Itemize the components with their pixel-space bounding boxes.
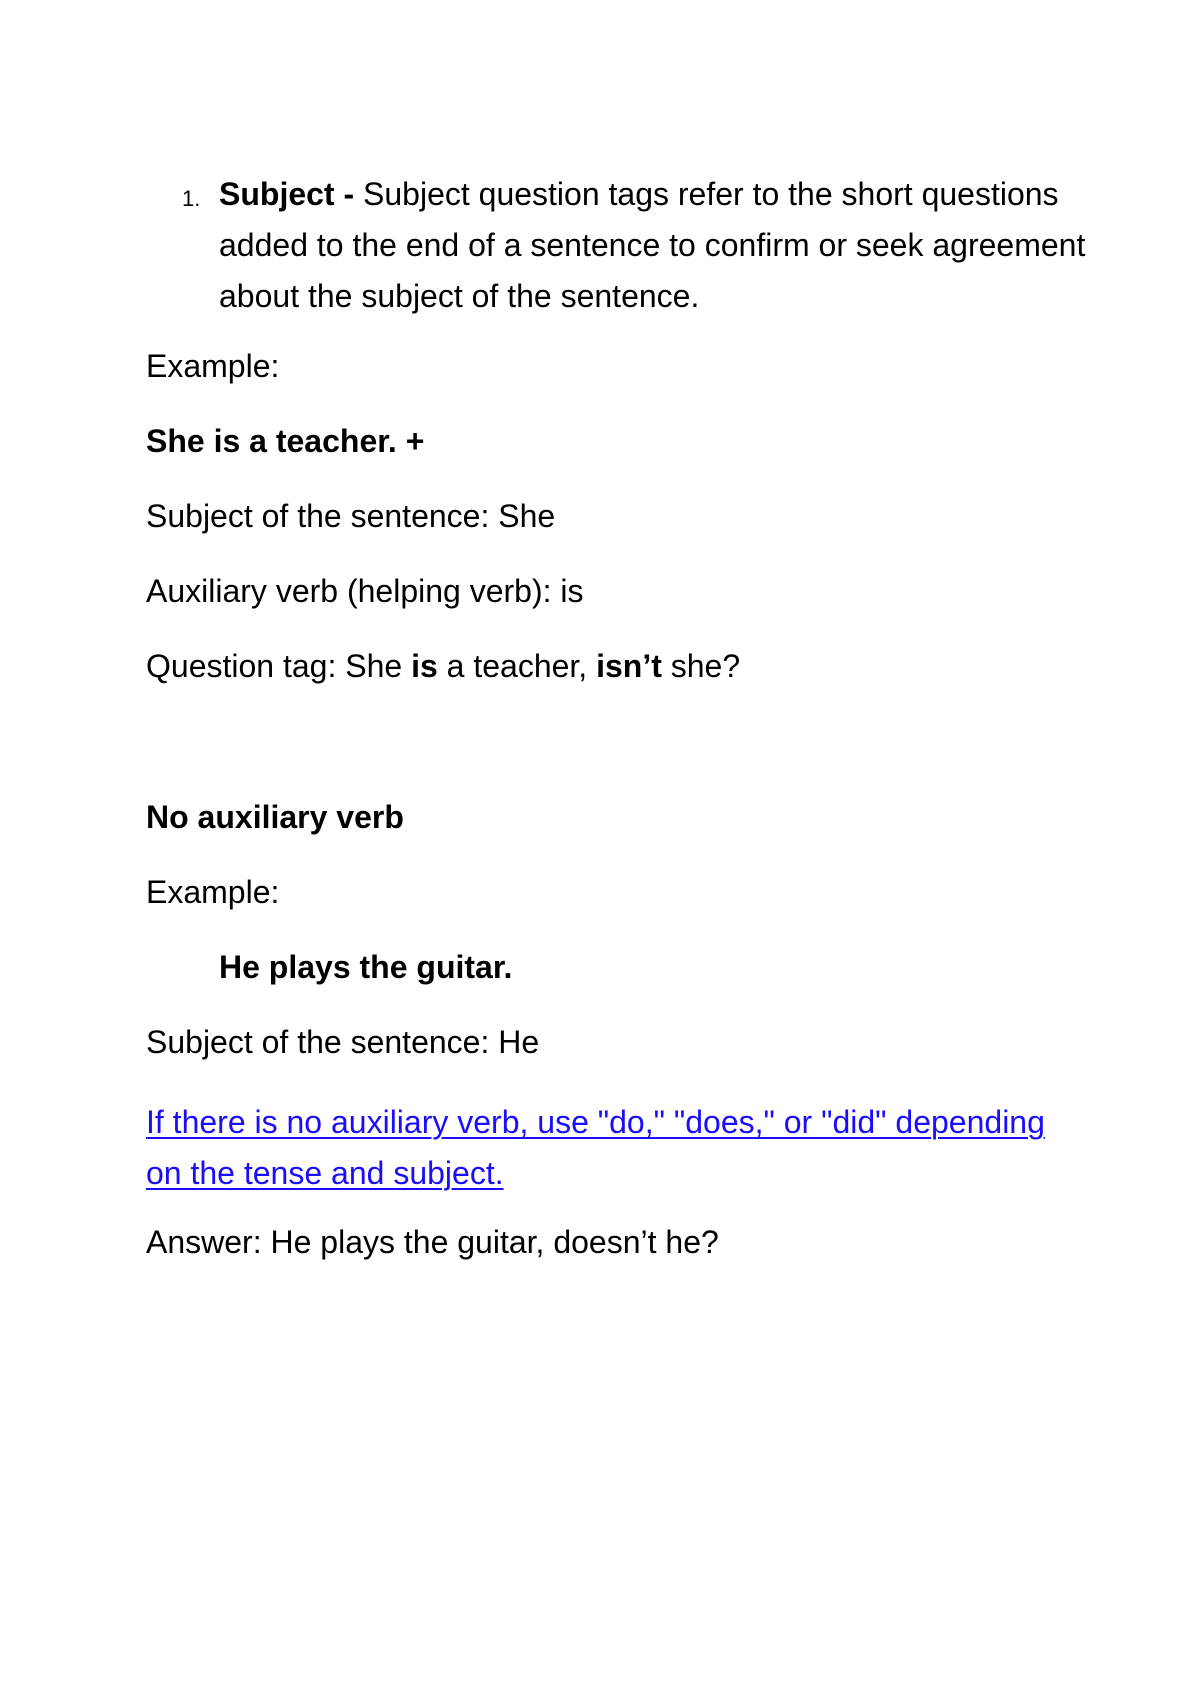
example-sentence-1 xyxy=(146,421,424,461)
section-heading xyxy=(146,797,404,837)
example-sentence-text: She is a teacher. + xyxy=(146,423,425,459)
section-heading-text: No auxiliary verb xyxy=(146,799,404,835)
term-definition: Subject question tags refer to the short questions added to the end of a sentence to confirm or seek agreement about the subject of the sentence. xyxy=(219,176,1086,314)
rule-link[interactable]: If there is no auxiliary verb, use "do," "does," or "did" depending on the tense and subject. xyxy=(146,1104,1045,1191)
example-sentence-2-text: He plays the guitar. xyxy=(219,949,513,985)
auxiliary-line: Auxiliary verb (helping verb): is xyxy=(146,573,584,609)
subject-line-2: Subject of the sentence: He xyxy=(146,1024,540,1060)
answer-line: Answer: He plays the guitar, doesn’t he? xyxy=(146,1224,719,1260)
tag-verb: is xyxy=(411,648,438,684)
question-tag-line xyxy=(146,646,740,686)
example-label-2: Example: xyxy=(146,874,280,910)
tag-negative: isn’t xyxy=(596,648,662,684)
example-label-1: Example: xyxy=(146,348,280,384)
term-label: Subject - xyxy=(219,176,355,212)
list-number: 1. xyxy=(182,186,201,211)
tag-prefix: Question tag: She xyxy=(146,648,412,684)
subject-line-1: Subject of the sentence: She xyxy=(146,498,556,534)
list-item-text xyxy=(219,169,1109,322)
tag-middle: a teacher, xyxy=(437,648,597,684)
tag-suffix: she? xyxy=(661,648,741,684)
example-sentence-2 xyxy=(219,947,512,987)
